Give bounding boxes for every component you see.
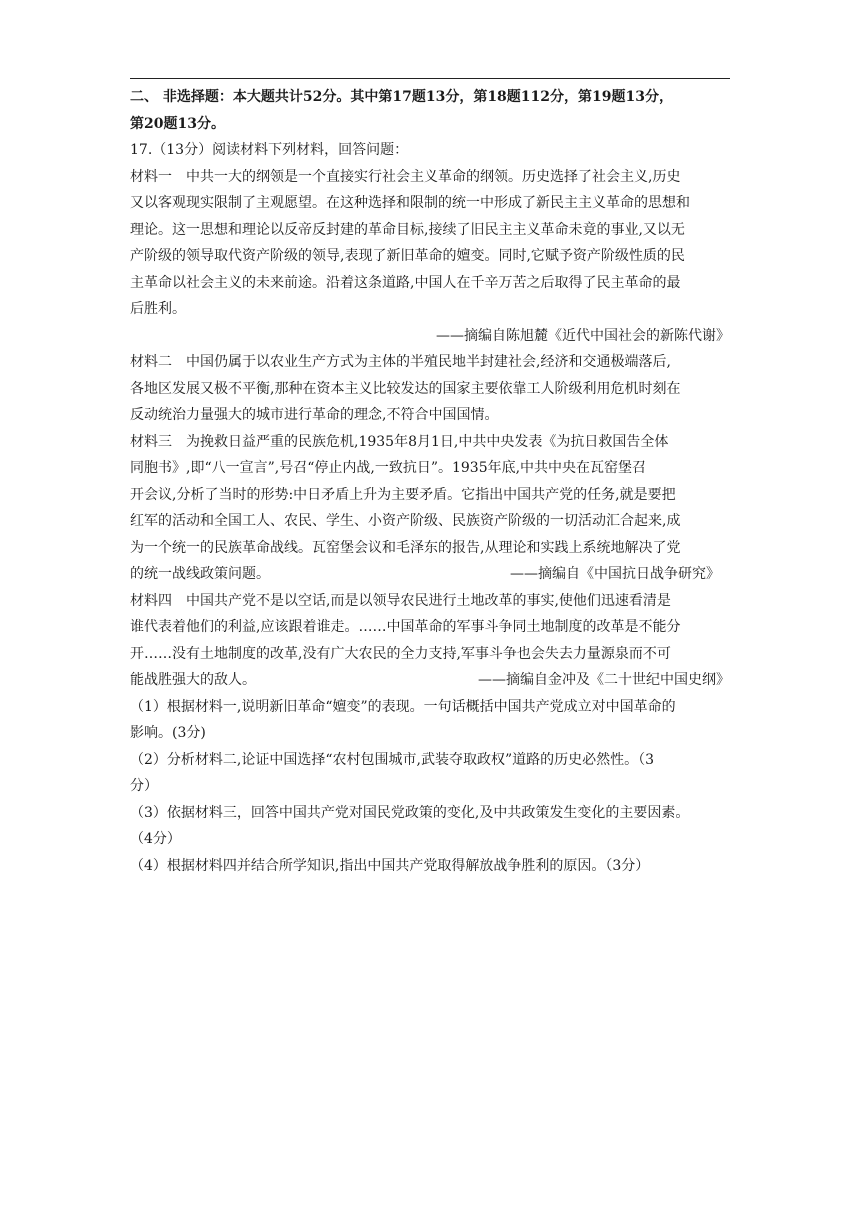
section-header-line1: 二、 非选择题：本大题共计52分。其中第17题13分，第18题112分，第19题13分， (130, 89, 673, 105)
sub-question-2-line1: （2）分析材料二,论证中国选择“农村包围城市,武装夺取政权”道路的历史必然性。（3 (130, 751, 655, 768)
material-4-line: 材料四 中国共产党不是以空话,而是以领导农民进行土地改革的事实,使他们迅速看清是 (130, 592, 671, 609)
material-1-line: 材料一 中共一大的纲领是一个直接实行社会主义革命的纲领。历史选择了社会主义,历史 (130, 168, 681, 185)
material-1-line: 产阶级的领导取代资产阶级的领导,表现了新旧革命的嬗变。同时,它赋予资产阶级性质的民 (130, 248, 685, 264)
material-3-line: 同胞书》,即“八一宣言”,号召“停止内战,一致抗日”。1935年底,中共中央在瓦窑堡召 (130, 460, 647, 476)
material-3 (130, 429, 730, 588)
sub-question-4-line1: （4）根据材料四并结合所学知识,指出中国共产党取得解放战争胜利的原因。（3分） (130, 857, 650, 874)
question-17-stem: 17.（13分）阅读材料下列材料，回答问题： (130, 142, 409, 158)
sub-question-3-line1: （3）依据材料三，回答中国共产党对国民党政策的变化,及中共政策发生变化的主要因素。 (130, 804, 690, 821)
material-3-source: ——摘编自《中国抗日战争研究》 (510, 566, 720, 582)
material-3-line: 材料三 为挽救日益严重的民族危机,1935年8月1日,中共中央发表《为抗日救国告全体 (130, 433, 669, 450)
sub-questions (130, 694, 730, 880)
material-1-line: 后胜利。 (130, 301, 186, 317)
material-2-line: 各地区发展又极不平衡,那种在资本主义比较发达的国家主要依靠工人阶级利用危机时刻在 (130, 380, 681, 397)
sub-question-2-line2: 分） (130, 778, 158, 794)
material-4-line: 谁代表着他们的利益,应该跟着谁走。……中国革命的军事斗争同土地制度的改革是不能分 (130, 619, 681, 635)
material-3-line: 开会议,分析了当时的形势:中日矛盾上升为主要矛盾。它指出中国共产党的任务,就是要把 (130, 486, 676, 503)
material-3-line: 红军的活动和全国工人、农民、学生、小资产阶级、民族资产阶级的一切活动汇合起来,成 (130, 513, 681, 529)
material-1 (130, 164, 730, 350)
material-4-line: 开……没有土地制度的改革,没有广大农民的全力支持,军事斗争也会失去力量源泉而不可 (130, 645, 671, 662)
material-1-line: 主革命以社会主义的未来前途。沿着这条道路,中国人在千辛万苦之后取得了民主革命的最 (130, 274, 681, 291)
material-3-line: 为一个统一的民族革命战线。瓦窑堡会议和毛泽东的报告,从理论和实践上系统地解决了党 (130, 539, 681, 556)
document-body (130, 84, 730, 879)
material-3-last-line (130, 561, 730, 588)
material-2 (130, 349, 730, 429)
material-2-line: 材料二 中国仍属于以农业生产方式为主体的半殖民地半封建社会,经济和交通极端落后, (130, 354, 671, 370)
material-4 (130, 588, 730, 694)
material-3-text: 的统一战线政策问题。 (130, 566, 270, 582)
material-4-last-line (130, 667, 730, 694)
sub-question-1-line1: （1）根据材料一,说明新旧革命“嬗变”的表现。一句话概括中国共产党成立对中国革命的 (130, 698, 676, 715)
section-header-line2: 第20题13分。 (130, 115, 225, 132)
material-1-line: 理论。这一思想和理论以反帝反封建的革命目标,接续了旧民主主义革命未竟的事业,又以无 (130, 221, 685, 238)
material-4-text: 能战胜强大的敌人。 (130, 672, 256, 688)
material-1-line: 又以客观现实限制了主观愿望。在这种选择和限制的统一中形成了新民主主义革命的思想和 (130, 195, 690, 211)
sub-question-1-line2: 影响。(3分) (130, 725, 206, 741)
sub-question-3-line2: （4分） (130, 831, 181, 847)
top-rule (130, 78, 730, 79)
material-4-source: ——摘编自金冲及《二十世纪中国史纲》 (478, 672, 730, 688)
material-1-source: ——摘编自陈旭麓《近代中国社会的新陈代谢》 (436, 327, 730, 344)
material-2-line: 反动统治力量强大的城市进行革命的理念,不符合中国国情。 (130, 407, 499, 423)
